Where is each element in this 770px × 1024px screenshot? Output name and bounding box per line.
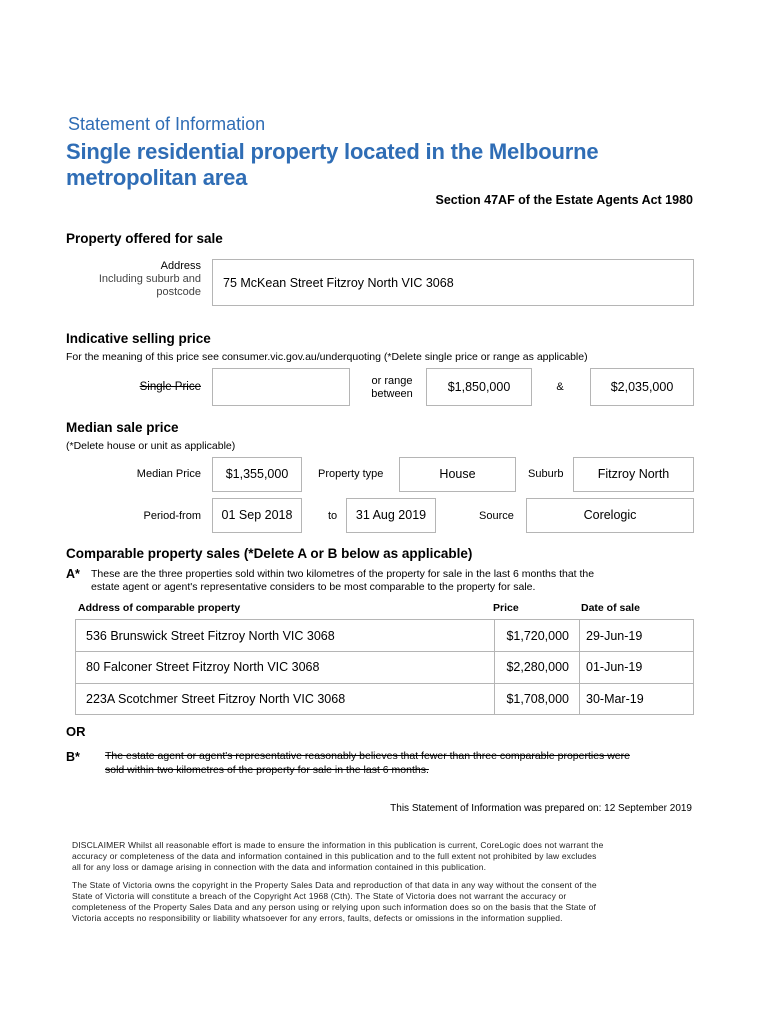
period-from-label: Period-from (143, 510, 201, 522)
median-heading: Median sale price (66, 420, 179, 435)
victoria-line4: Victoria accepts no responsibility or liability whatsoever for any errors, faults, defects or omissions in the information supplied. (72, 913, 563, 923)
victoria-copyright (72, 880, 692, 924)
property-type-field[interactable] (399, 457, 516, 492)
or-label: OR (66, 724, 86, 739)
row1-date: 29-Jun-19 (586, 629, 643, 643)
source-label: Source (479, 510, 514, 522)
property-type-label: Property type (318, 468, 384, 480)
disclaimer (72, 840, 692, 873)
statement-subtitle: Statement of Information (68, 114, 266, 134)
address-sublabel: Including suburb and (98, 273, 201, 285)
suburb-label: Suburb (528, 468, 564, 480)
period-from-field[interactable] (212, 498, 302, 533)
range-low-value: $1,850,000 (447, 380, 511, 394)
row3-address: 223A Scotchmer Street Fitzroy North VIC 3068 (86, 692, 346, 706)
row1-address: 536 Brunswick Street Fitzroy North VIC 3068 (86, 629, 335, 643)
option-a-text-line1: These are the three properties sold within two kilometres of the property for sale in the last 6 months that the (91, 568, 595, 580)
period-to-field[interactable] (346, 498, 436, 533)
option-b-text-line1: The estate agent or agent's representative reasonably believes that fewer than three comparable properties were (105, 750, 630, 762)
table-divider-v1 (494, 620, 495, 714)
col-header-address: Address of comparable property (78, 602, 241, 614)
table-divider-h2 (76, 683, 693, 684)
address-label: Address (160, 260, 201, 272)
option-a-text-line2: estate agent or agent's representative considers to be most comparable to the property for sale. (91, 581, 536, 593)
table-divider-v2 (579, 620, 580, 714)
single-price-label: Single Price (139, 381, 201, 393)
median-note: (*Delete house or unit as applicable) (66, 440, 236, 452)
table-divider-h1 (76, 651, 693, 652)
address-field[interactable] (212, 259, 694, 306)
single-price-field[interactable] (212, 368, 350, 406)
comparable-table (75, 619, 694, 715)
period-to-label: to (328, 510, 338, 522)
disclaimer-line1 (72, 840, 692, 851)
range-low-field[interactable] (426, 368, 532, 406)
suburb-field[interactable] (573, 457, 694, 492)
col-header-date: Date of sale (581, 602, 640, 614)
median-price-field[interactable] (212, 457, 302, 492)
property-heading: Property offered for sale (66, 231, 223, 246)
row3-price: $1,708,000 (506, 692, 569, 706)
row2-date: 01-Jun-19 (586, 660, 643, 674)
page-title-line1: Single residential property located in the Melbourne (66, 139, 599, 164)
act-reference: Section 47AF of the Estate Agents Act 1980 (435, 193, 693, 207)
row2-address: 80 Falconer Street Fitzroy North VIC 3068 (86, 660, 320, 674)
range-between-label: between (371, 388, 413, 400)
source-value: Corelogic (583, 508, 637, 522)
disclaimer-label: DISCLAIMER (72, 840, 126, 850)
property-type-value: House (439, 467, 476, 481)
option-b-text-line2: sold within two kilometres of the property for sale in the last 6 months. (105, 764, 429, 776)
range-high-value: $2,035,000 (610, 380, 674, 394)
victoria-line1: The State of Victoria owns the copyright in the Property Sales Data and reproduction of that data in any way without the consent of the (72, 880, 597, 890)
range-ampersand: & (556, 381, 564, 393)
comparable-heading: Comparable property sales (*Delete A or B below as applicable) (66, 546, 473, 561)
victoria-line2: State of Victoria will constitute a breach of the Copyright Act 1968 (Cth). The State of Victoria does not warrant the accuracy or (72, 891, 567, 901)
row3-date: 30-Mar-19 (586, 692, 644, 706)
disclaimer-line3: all for any loss or damage arising in connection with the data and information contained in this publication. (72, 862, 487, 872)
address-sublabel-postcode: postcode (156, 286, 201, 298)
disclaimer-line1-text: Whilst all reasonable effort is made to ensure the information in this publication is current, CoreLogic does not warrant the (125, 840, 604, 850)
option-a-marker: A* (66, 567, 80, 581)
period-from-value: 01 Sep 2018 (221, 508, 293, 522)
address-value: 75 McKean Street Fitzroy North VIC 3068 (223, 276, 454, 290)
median-price-label: Median Price (136, 468, 201, 480)
victoria-line3: completeness of the Property Sales Data and any person using or relying upon such information does so on the basis that the State of (72, 902, 596, 912)
range-high-field[interactable] (590, 368, 694, 406)
disclaimer-line2: accuracy or completeness of the data and information contained in this publication and to the full extent not prohibited by law excludes (72, 851, 597, 861)
source-field[interactable] (526, 498, 694, 533)
option-b-marker: B* (66, 750, 80, 764)
period-to-value: 31 Aug 2019 (355, 508, 427, 522)
col-header-price: Price (493, 602, 519, 614)
row2-price: $2,280,000 (506, 660, 569, 674)
median-price-value: $1,355,000 (225, 467, 289, 481)
page-title-line2: metropolitan area (66, 165, 248, 190)
suburb-value: Fitzroy North (597, 467, 670, 481)
range-label: or range (371, 375, 413, 387)
indicative-heading: Indicative selling price (66, 331, 211, 346)
row1-price: $1,720,000 (506, 629, 569, 643)
indicative-note: For the meaning of this price see consumer.vic.gov.au/underquoting (*Delete single price or range as applicable) (66, 351, 588, 363)
prepared-date: This Statement of Information was prepared on: 12 September 2019 (390, 803, 692, 814)
